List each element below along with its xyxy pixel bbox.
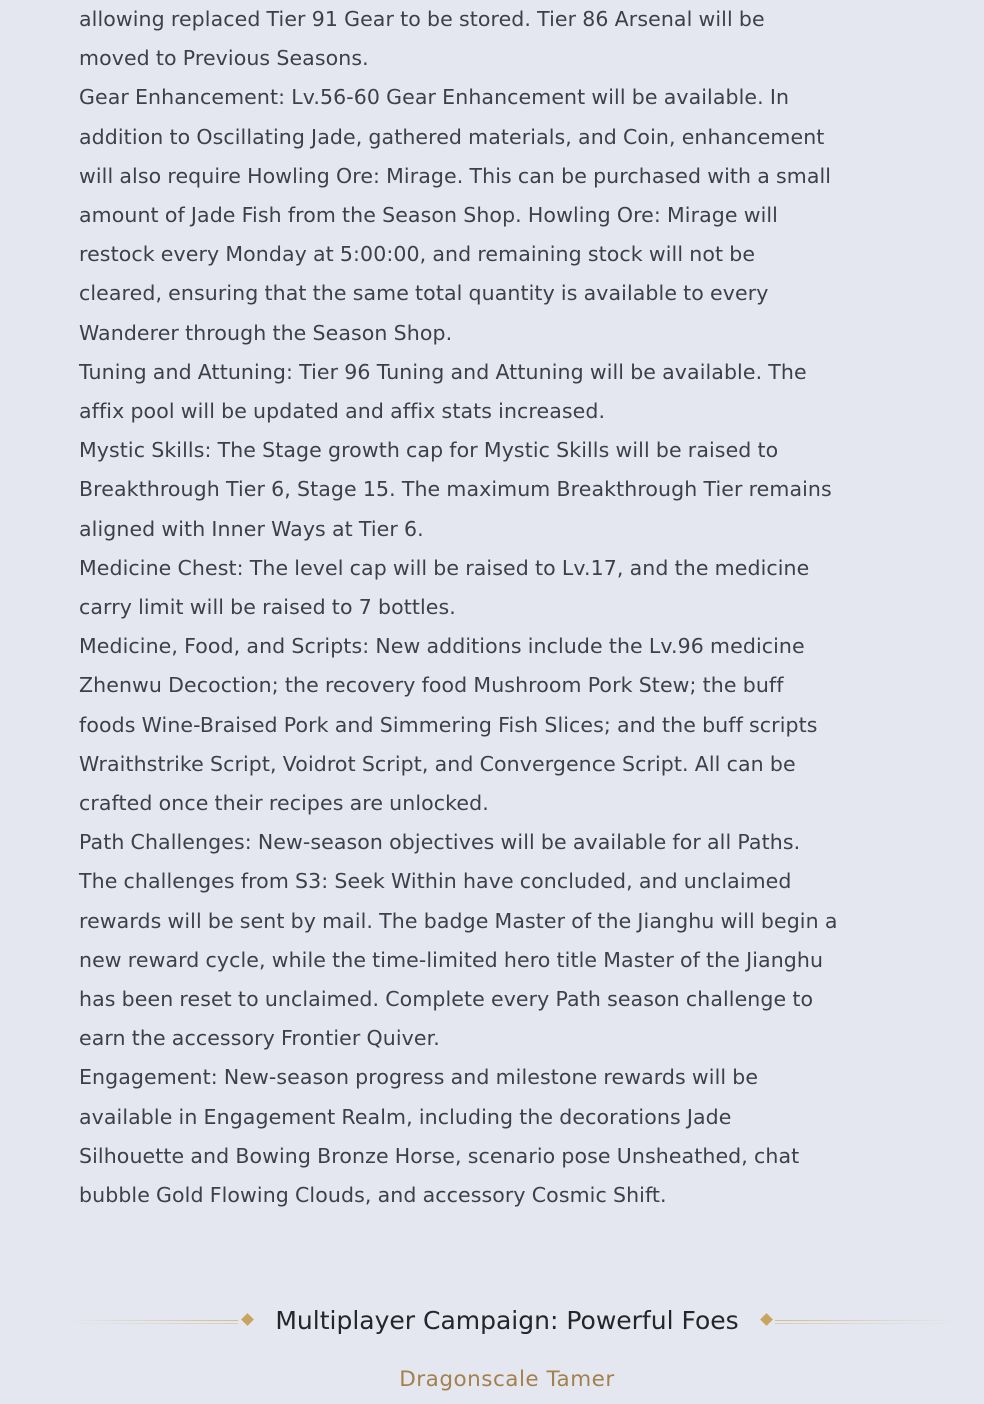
decorative-rule-right	[775, 1320, 955, 1324]
paragraph-medicine-chest: Medicine Chest: The level cap will be raised to Lv.17, and the medicine carry limit will be raised to 7 bottles.	[79, 555, 810, 620]
section-title: Multiplayer Campaign: Powerful Foes	[275, 1306, 739, 1335]
patch-notes-body	[79, 0, 839, 1215]
paragraph-tuning-attuning: Tuning and Attuning: Tier 96 Tuning and Attuning will be available. The affix pool will be updated and affix stats increased.	[79, 359, 807, 424]
paragraph-mystic-skills: Mystic Skills: The Stage growth cap for Mystic Skills will be raised to Breakthrough Tier 6, Stage 15. The maximum Breakthrough Tier remains aligned with Inner Ways at Tier 6.	[79, 438, 832, 541]
section-header	[0, 1298, 984, 1344]
paragraph-path-challenges: Path Challenges: New-season objectives will be available for all Paths. The challenges from S3: Seek Within have concluded, and unclaimed rewards will be sent by mail. The badge Master of the Jianghu will begin a new reward cycle, while the time-limited hero title Master of the Jianghu has been reset to unclaimed. Complete every Path season challenge to earn the accessory Frontier Quiver.	[79, 830, 838, 1051]
paragraph-medicine-food-scripts: Medicine, Food, and Scripts: New additions include the Lv.96 medicine Zhenwu Decoction; the recovery food Mushroom Pork Stew; the buff foods Wine-Braised Pork and Simmering Fish Slices; and the buff scripts Wraithstrike Script, Voidrot Script, and Convergence Script. All can be crafted once their recipes are unlocked.	[79, 634, 818, 816]
decorative-rule-left	[70, 1320, 238, 1324]
paragraph-engagement: Engagement: New-season progress and milestone rewards will be available in Engagement Realm, including the decorations Jade Silhouette and Bowing Bronze Horse, scenario pose Unsheathed, chat bubble Gold Flowing Clouds, and accessory Cosmic Shift.	[79, 1065, 800, 1208]
diamond-ornament-icon	[241, 1313, 254, 1326]
paragraph-gear-enhancement: Gear Enhancement: Lv.56-60 Gear Enhancement will be available. In addition to Oscillating Jade, gathered materials, and Coin, enhancement will also require Howling Ore: Mirage. This can be purchased with a small amount of Jade Fish from the Season Shop. Howling Ore: Mirage will restock every Monday at 5:00:00, and remaining stock will not be cleared, ensuring that the same total quantity is available to every Wanderer through the Season Shop.	[79, 85, 832, 345]
paragraph-gear-storage: allowing replaced Tier 91 Gear to be stored. Tier 86 Arsenal will be moved to Previous Seasons.	[79, 7, 765, 71]
section-subtitle: Dragonscale Tamer	[399, 1367, 615, 1392]
diamond-ornament-icon	[760, 1313, 773, 1326]
